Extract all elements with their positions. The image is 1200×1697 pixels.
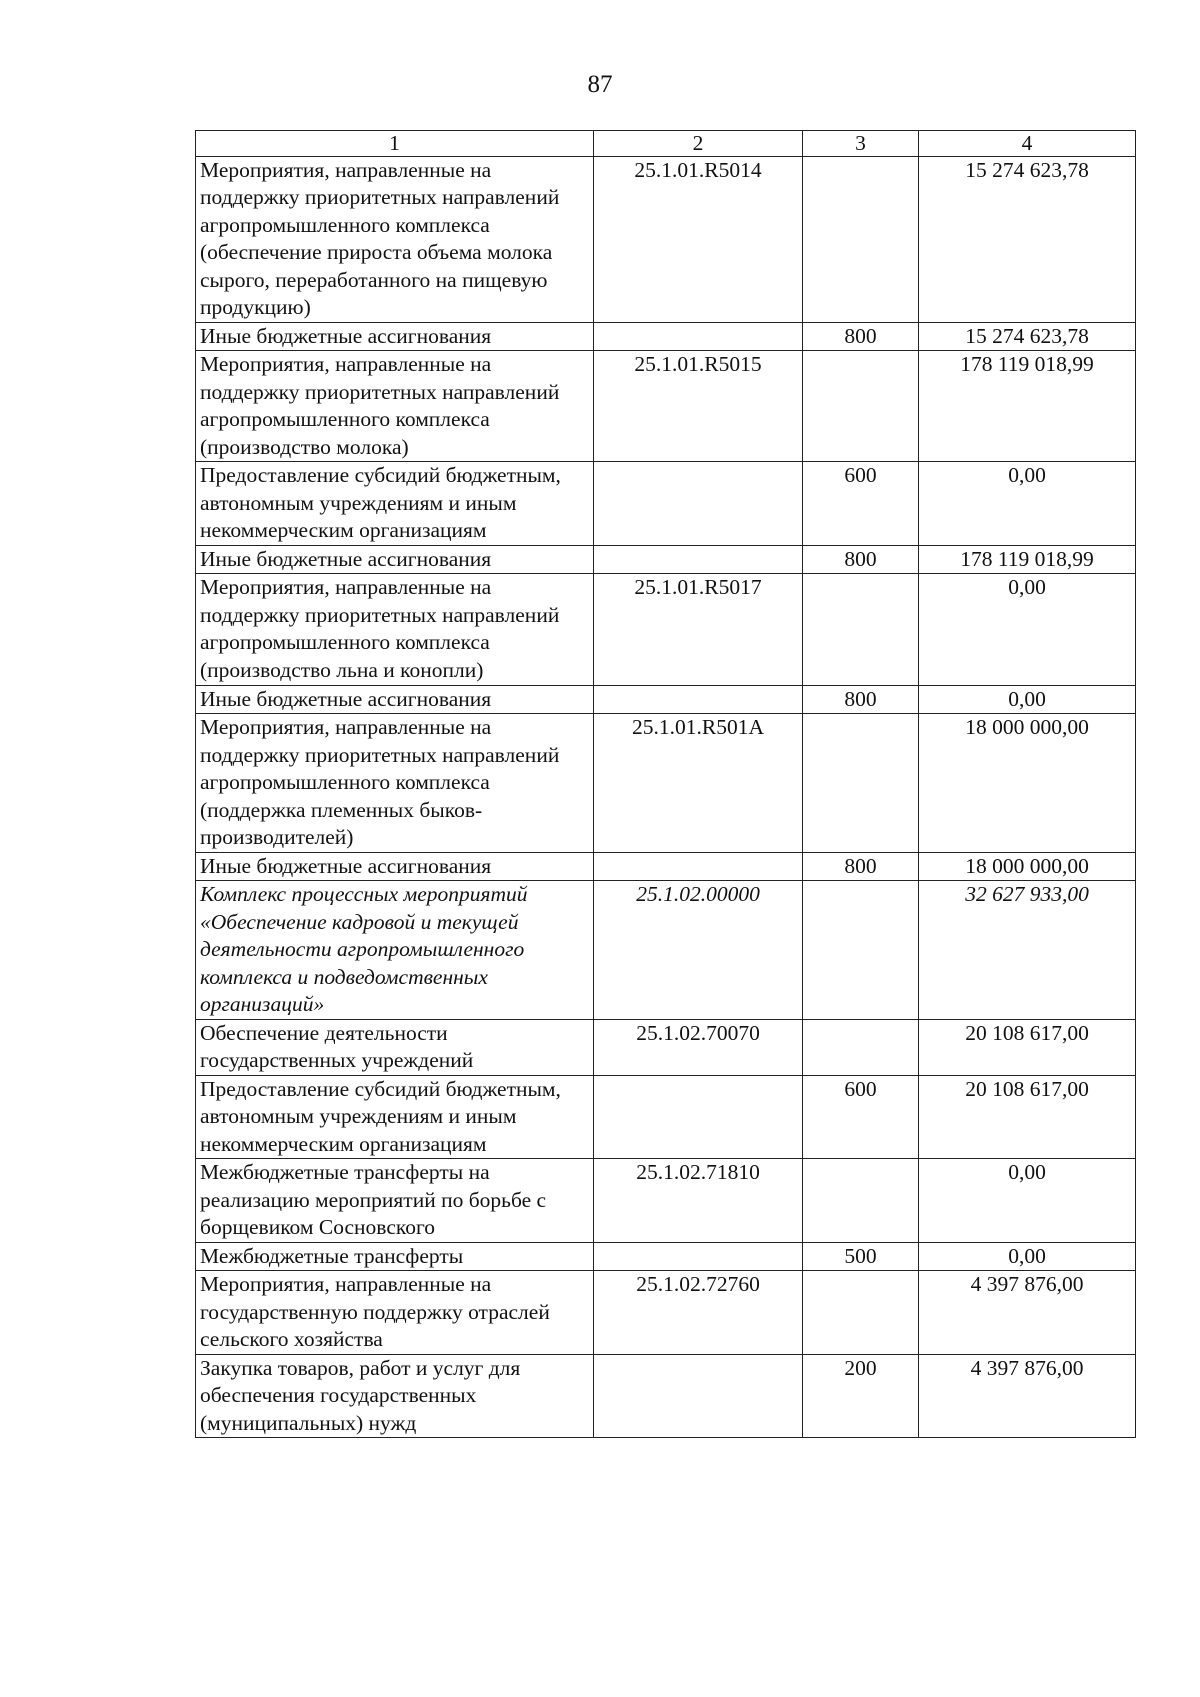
cell-expense-type: 800 xyxy=(803,545,919,574)
table-row xyxy=(196,714,1136,853)
column-header-2: 2 xyxy=(594,131,803,157)
cell-amount: 20 108 617,00 xyxy=(919,1019,1136,1075)
cell-code: 25.1.02.70070 xyxy=(594,1019,803,1075)
cell-code xyxy=(594,462,803,546)
cell-amount: 4 397 876,00 xyxy=(919,1354,1136,1438)
cell-name: Мероприятия, направленные на поддержку приоритетных направлений агропромышленного комплекса (производство льна и конопли) xyxy=(196,574,594,685)
cell-amount: 0,00 xyxy=(919,1242,1136,1271)
cell-name: Закупка товаров, работ и услуг для обеспечения государственных (муниципальных) нужд xyxy=(196,1354,594,1438)
cell-expense-type xyxy=(803,156,919,322)
table-header-row xyxy=(196,131,1136,157)
cell-amount: 178 119 018,99 xyxy=(919,545,1136,574)
cell-name: Предоставление субсидий бюджетным, автономным учреждениям и иным некоммерческим организациям xyxy=(196,1075,594,1159)
cell-amount: 20 108 617,00 xyxy=(919,1075,1136,1159)
cell-code: 25.1.01.R501A xyxy=(594,714,803,853)
table-row xyxy=(196,685,1136,714)
table-row xyxy=(196,1242,1136,1271)
cell-code xyxy=(594,545,803,574)
cell-name: Иные бюджетные ассигнования xyxy=(196,545,594,574)
cell-code xyxy=(594,852,803,881)
cell-code xyxy=(594,685,803,714)
cell-expense-type xyxy=(803,1159,919,1243)
cell-code: 25.1.02.72760 xyxy=(594,1271,803,1355)
cell-amount: 0,00 xyxy=(919,462,1136,546)
table-row xyxy=(196,1159,1136,1243)
cell-expense-type: 500 xyxy=(803,1242,919,1271)
cell-amount: 18 000 000,00 xyxy=(919,714,1136,853)
cell-amount: 18 000 000,00 xyxy=(919,852,1136,881)
cell-expense-type xyxy=(803,574,919,685)
cell-name: Мероприятия, направленные на государственную поддержку отраслей сельского хозяйства xyxy=(196,1271,594,1355)
cell-expense-type xyxy=(803,881,919,1020)
table-row xyxy=(196,1271,1136,1355)
cell-expense-type xyxy=(803,351,919,462)
cell-name: Мероприятия, направленные на поддержку приоритетных направлений агропромышленного комплекса (обеспечение прироста объема молока сырого, переработанного на пищевую продукцию) xyxy=(196,156,594,322)
column-header-1: 1 xyxy=(196,131,594,157)
column-header-3: 3 xyxy=(803,131,919,157)
cell-amount: 32 627 933,00 xyxy=(919,881,1136,1020)
cell-amount: 15 274 623,78 xyxy=(919,156,1136,322)
cell-code xyxy=(594,1242,803,1271)
table-row xyxy=(196,545,1136,574)
budget-table xyxy=(195,130,1136,1438)
cell-code: 25.1.01.R5017 xyxy=(594,574,803,685)
table-row xyxy=(196,156,1136,322)
cell-code: 25.1.02.71810 xyxy=(594,1159,803,1243)
cell-amount: 4 397 876,00 xyxy=(919,1271,1136,1355)
cell-name: Предоставление субсидий бюджетным, автономным учреждениям и иным некоммерческим организациям xyxy=(196,462,594,546)
cell-amount: 0,00 xyxy=(919,1159,1136,1243)
cell-name: Иные бюджетные ассигнования xyxy=(196,852,594,881)
cell-code: 25.1.01.R5014 xyxy=(594,156,803,322)
table-row xyxy=(196,1019,1136,1075)
table-row xyxy=(196,322,1136,351)
cell-name: Межбюджетные трансферты xyxy=(196,1242,594,1271)
cell-expense-type: 800 xyxy=(803,852,919,881)
cell-code: 25.1.02.00000 xyxy=(594,881,803,1020)
page-number: 87 xyxy=(587,71,613,98)
cell-expense-type: 200 xyxy=(803,1354,919,1438)
cell-code xyxy=(594,322,803,351)
cell-name: Иные бюджетные ассигнования xyxy=(196,322,594,351)
cell-name: Межбюджетные трансферты на реализацию мероприятий по борьбе с борщевиком Сосновского xyxy=(196,1159,594,1243)
cell-name: Комплекс процессных мероприятий «Обеспечение кадровой и текущей деятельности агропромышленного комплекса и подведомственных организаций» xyxy=(196,881,594,1020)
cell-amount: 178 119 018,99 xyxy=(919,351,1136,462)
cell-name: Мероприятия, направленные на поддержку приоритетных направлений агропромышленного комплекса (производство молока) xyxy=(196,351,594,462)
cell-name: Обеспечение деятельности государственных учреждений xyxy=(196,1019,594,1075)
cell-expense-type xyxy=(803,1271,919,1355)
table-row xyxy=(196,881,1136,1020)
column-header-4: 4 xyxy=(919,131,1136,157)
cell-name: Мероприятия, направленные на поддержку приоритетных направлений агропромышленного комплекса (поддержка племенных быков-производителей) xyxy=(196,714,594,853)
cell-name: Иные бюджетные ассигнования xyxy=(196,685,594,714)
cell-code xyxy=(594,1075,803,1159)
cell-amount: 0,00 xyxy=(919,574,1136,685)
cell-expense-type: 800 xyxy=(803,685,919,714)
cell-amount: 15 274 623,78 xyxy=(919,322,1136,351)
cell-expense-type: 800 xyxy=(803,322,919,351)
cell-expense-type: 600 xyxy=(803,1075,919,1159)
cell-code xyxy=(594,1354,803,1438)
table-row xyxy=(196,462,1136,546)
table-row xyxy=(196,1354,1136,1438)
cell-expense-type xyxy=(803,1019,919,1075)
cell-expense-type: 600 xyxy=(803,462,919,546)
table-row xyxy=(196,852,1136,881)
table-row xyxy=(196,574,1136,685)
cell-amount: 0,00 xyxy=(919,685,1136,714)
table-row xyxy=(196,351,1136,462)
cell-expense-type xyxy=(803,714,919,853)
table-row xyxy=(196,1075,1136,1159)
cell-code: 25.1.01.R5015 xyxy=(594,351,803,462)
